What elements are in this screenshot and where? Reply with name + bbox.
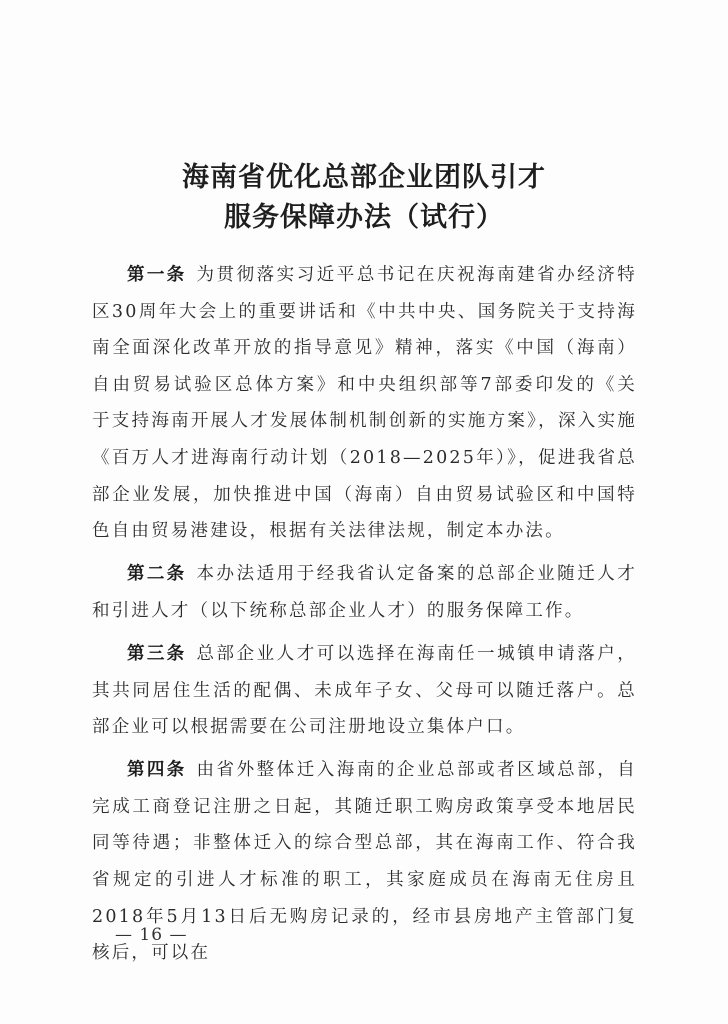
document-body (92, 257, 637, 978)
article-3 (92, 636, 637, 746)
article-2-text: 本办法适用于经我省认定备案的总部企业随迁人才和引进人才（以下统称总部企业人才）的服务保障工作。 (92, 564, 637, 621)
article-2 (92, 556, 637, 629)
article-1-heading: 第一条 (127, 265, 187, 285)
document-title-line-1: 海南省优化总部企业团队引才 (182, 162, 546, 193)
page-number: — 16 — (115, 925, 188, 945)
article-4-heading: 第四条 (127, 760, 187, 781)
article-3-text: 总部企业人才可以选择在海南任一城镇申请落户，其共同居住生活的配偶、未成年子女、父母可以随迁落户。总部企业可以根据需要在公司注册地设立集体户口。 (92, 643, 637, 738)
document-title-line-2: 服务保障办法（试行） (224, 202, 504, 233)
article-4-text: 由省外整体迁入海南的企业总部或者区域总部，自完成工商登记注册之日起，其随迁职工购房政策享受本地居民同等待遇；非整体迁入的综合型总部，其在海南工作、符合我省规定的引进人才标准的职工，其家庭成员在海南无住房且2018年5月13日后无购房记录的，经市县房地产主管部门复核后，可以在 (92, 760, 637, 964)
article-3-heading: 第三条 (127, 643, 187, 664)
article-1-text: 为贯彻落实习近平总书记在庆祝海南建省办经济特区30周年大会上的重要讲话和《中共中央、国务院关于支持海南全面深化改革开放的指导意见》精神，落实《中国（海南）自由贸易试验区总体方案》和中央组织部等7部委印发的《关于支持海南开展人才发展体制机制创新的实施方案》，深入实施《百万人才进海南行动计划（2018—2025年）》，促进我省总部企业发展，加快推进中国（海南）自由贸易试验区和中国特色自由贸易港建设，根据有关法律法规，制定本办法。 (92, 265, 637, 542)
article-2-heading: 第二条 (127, 564, 187, 585)
article-1 (92, 257, 637, 550)
